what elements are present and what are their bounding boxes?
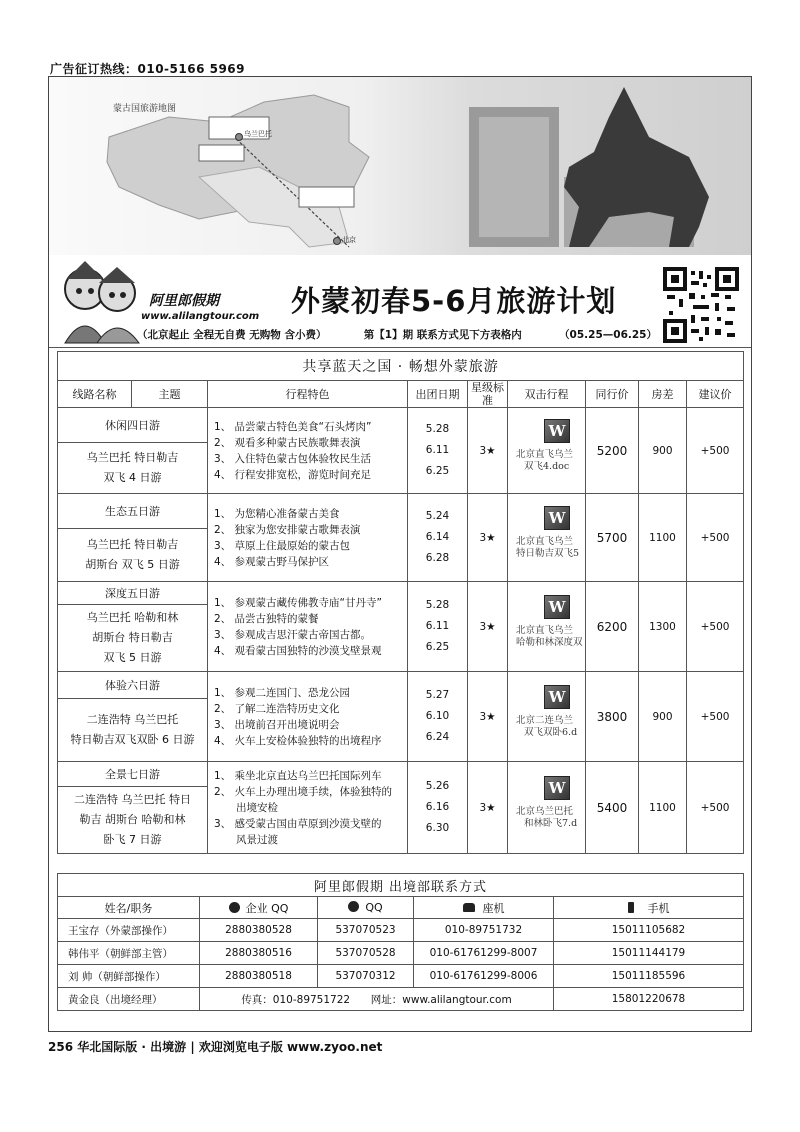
route-name: 深度五日游: [58, 582, 208, 605]
contact-name: 刘 帅（朝鲜部操作）: [58, 965, 200, 988]
page-title: 外蒙初春5-6月旅游计划: [291, 284, 617, 318]
route-description: 乌兰巴托 哈勒和林 胡斯台 特日勒吉 双飞 5 日游: [58, 605, 208, 672]
word-doc-icon[interactable]: W: [544, 595, 570, 619]
contact-landline: 010-89751732: [414, 919, 554, 942]
contact-qq: 537070312: [318, 965, 414, 988]
col-header-features: 行程特色: [208, 381, 408, 408]
contact-header-qq1: 企业 QQ: [200, 897, 318, 919]
table-row: [58, 582, 744, 605]
suggested-price: +500: [687, 408, 744, 494]
map-city-dot: [235, 133, 243, 141]
route-name: 全景七日游: [58, 762, 208, 787]
feature-line: 4、 行程安排宽松，游览时间充足: [214, 468, 372, 481]
contact-qq: 537070528: [318, 942, 414, 965]
col-header-theme: 主题: [132, 381, 208, 408]
doc-filename[interactable]: 北京直飞乌兰 双飞4.doc: [516, 448, 574, 472]
feature-line: 3、 入住特色蒙古包体验牧民生活: [214, 452, 372, 465]
table-row: [58, 762, 744, 787]
word-doc-icon[interactable]: W: [544, 419, 570, 443]
col-header-route: 线路名称: [58, 381, 132, 408]
feature-line: 1、 参观蒙古藏传佛教寺庙“甘丹寺”: [214, 596, 382, 609]
mascot-logo: [57, 259, 147, 345]
contact-row: [58, 919, 744, 942]
peer-price: 3800: [586, 672, 639, 762]
map-title: 蒙古国旅游地图: [113, 104, 177, 114]
route-description: 乌兰巴托 特日勒吉 双飞 4 日游: [58, 443, 208, 494]
table-row: [58, 408, 744, 443]
qq-icon: [348, 901, 359, 912]
room-diff: 1100: [639, 494, 687, 582]
route-features: [208, 494, 408, 582]
departure-dates: 5.24 6.14 6.28: [408, 494, 468, 582]
contact-landline: 010-61761299-8007: [414, 942, 554, 965]
room-diff: 900: [639, 408, 687, 494]
contact-name: 王宝存（外蒙部操作）: [58, 919, 200, 942]
contact-landline: 010-61761299-8006: [414, 965, 554, 988]
contact-table: [57, 873, 744, 1011]
departure-dates: 5.27 6.10 6.24: [408, 672, 468, 762]
route-features: [208, 408, 408, 494]
feature-line: 2、 独家为您安排蒙古歌舞表演: [214, 523, 361, 536]
word-doc-icon[interactable]: W: [544, 685, 570, 709]
table-row: [58, 672, 744, 699]
subtitle-terms: （北京起止 全程无自费 无购物 含小费）: [137, 329, 327, 341]
route-features: [208, 762, 408, 854]
feature-line: 3、 草原上住最原始的蒙古包: [214, 539, 351, 552]
contact-name: 黄金良（出境经理）: [58, 988, 200, 1011]
peer-price: 5400: [586, 762, 639, 854]
feature-line: 1、 参观二连国门、恐龙公园: [214, 686, 351, 699]
subtitle-line: [137, 327, 657, 342]
contact-mobile: 15801220678: [554, 988, 744, 1011]
map-city-dot: [333, 237, 341, 245]
itinerary-doc[interactable]: [508, 672, 586, 762]
feature-line: 2、 火车上办理出境手续，体验独特的: [214, 785, 393, 798]
contact-header-mobile: 手机: [554, 897, 744, 919]
itinerary-doc[interactable]: [508, 582, 586, 672]
word-doc-icon[interactable]: W: [544, 776, 570, 800]
contact-row: [58, 942, 744, 965]
contact-header-row: [58, 897, 744, 919]
doc-filename[interactable]: 北京直飞乌兰 特日勒吉双飞5: [516, 535, 580, 559]
contact-header-name: 姓名/职务: [58, 897, 200, 919]
table-header-row: [58, 381, 744, 408]
doc-filename[interactable]: 北京乌兰巴托 和林卧飞7.d: [516, 805, 578, 829]
route-features: [208, 582, 408, 672]
banner: [49, 77, 751, 256]
suggested-price: +500: [687, 762, 744, 854]
contact-row: [58, 988, 744, 1011]
departure-dates: 5.28 6.11 6.25: [408, 408, 468, 494]
header: [49, 255, 751, 348]
star-rating: 3★: [468, 582, 508, 672]
brand-name: 阿里郎假期: [149, 293, 219, 309]
peer-price: 5700: [586, 494, 639, 582]
departure-dates: 5.26 6.16 6.30: [408, 762, 468, 854]
feature-line: 1、 乘坐北京直达乌兰巴托国际列车: [214, 769, 382, 782]
contact-mobile: 15011185596: [554, 965, 744, 988]
peer-price: 5200: [586, 408, 639, 494]
feature-line: 1、 为您精心准备蒙古美食: [214, 507, 340, 520]
col-header-star: 星级标准: [468, 381, 508, 408]
feature-line: 2、 品尝古独特的蒙餐: [214, 612, 319, 625]
star-rating: 3★: [468, 762, 508, 854]
website-link[interactable]: 网址：www.alilangtour.com: [370, 993, 512, 1006]
itinerary-doc[interactable]: [508, 494, 586, 582]
route-description: 乌兰巴托 特日勒吉 胡斯台 双飞 5 日游: [58, 529, 208, 582]
subtitle-period: （05.25—06.25）: [559, 329, 657, 341]
contact-name: 韩伟平（朝鲜部主管）: [58, 942, 200, 965]
telephone-icon: [463, 903, 475, 912]
feature-line: 3、 参观成吉思汗蒙古帝国古都。: [214, 628, 372, 641]
suggested-price: +500: [687, 494, 744, 582]
route-description: 二连浩特 乌兰巴托 特日 勒吉 胡斯台 哈勒和林 卧飞 7 日游: [58, 787, 208, 854]
subtitle-issue: 第【1】期 联系方式见下方表格内: [363, 329, 522, 341]
brand-url[interactable]: www.alilangtour.com: [141, 311, 260, 322]
fax-number: 传真：010-89751722: [241, 993, 351, 1006]
contact-mobile: 15011105682: [554, 919, 744, 942]
map-city-label: 北京: [342, 236, 356, 244]
col-header-suggest: 建议价: [687, 381, 744, 408]
route-name: 生态五日游: [58, 494, 208, 529]
contact-mobile: 15011144179: [554, 942, 744, 965]
feature-line: 2、 观看多种蒙古民族歌舞表演: [214, 436, 361, 449]
room-diff: 1300: [639, 582, 687, 672]
col-header-dates: 出团日期: [408, 381, 468, 408]
qq-icon: [229, 902, 240, 913]
qr-code: [663, 267, 739, 343]
map-city-label: 乌兰巴托: [244, 130, 272, 138]
route-features: [208, 672, 408, 762]
contact-enterprise-qq: 2880380528: [200, 919, 318, 942]
room-diff: 1100: [639, 762, 687, 854]
star-rating: 3★: [468, 408, 508, 494]
itinerary-doc[interactable]: [508, 408, 586, 494]
table-row: [58, 494, 744, 529]
feature-line: 2、 了解二连浩特历史文化: [214, 702, 340, 715]
feature-line: 3、 出境前召开出境说明会: [214, 718, 340, 731]
feature-line: 风景过渡: [236, 833, 278, 846]
feature-line: 3、 感受蒙古国由草原到沙漠戈壁的: [214, 817, 382, 830]
contact-title: 阿里郎假期 出境部联系方式: [58, 874, 744, 897]
itinerary-table: [57, 351, 744, 854]
contact-qq: 537070523: [318, 919, 414, 942]
col-header-itinerary: 双击行程: [508, 381, 586, 408]
route-description: 二连浩特 乌兰巴托 特日勒吉双飞双卧 6 日游: [58, 699, 208, 762]
doc-filename[interactable]: 北京二连乌兰 双飞双卧6.d: [516, 714, 578, 738]
feature-line: 4、 参观蒙古野马保护区: [214, 555, 330, 568]
mobile-phone-icon: [628, 902, 634, 913]
feature-line: 4、 观看蒙古国独特的沙漠戈壁景观: [214, 644, 382, 657]
col-header-price: 同行价: [586, 381, 639, 408]
route-name: 休闲四日游: [58, 408, 208, 443]
feature-line: 1、 品尝蒙古特色美食“石头烤肉”: [214, 420, 372, 433]
word-doc-icon[interactable]: W: [544, 506, 570, 530]
fax-and-website: [200, 988, 554, 1011]
contact-row: [58, 965, 744, 988]
star-rating: 3★: [468, 672, 508, 762]
star-rating: 3★: [468, 494, 508, 582]
itinerary-doc[interactable]: [508, 762, 586, 854]
page-footer: 256 华北国际版 · 出境游 | 欢迎浏览电子版 www.zyoo.net: [48, 1040, 383, 1054]
contact-header-phone: 座机: [414, 897, 554, 919]
col-header-room: 房差: [639, 381, 687, 408]
feature-line: 4、 火车上安检体验独特的出境程序: [214, 734, 382, 747]
route-name: 体验六日游: [58, 672, 208, 699]
suggested-price: +500: [687, 672, 744, 762]
feature-line: 出境安检: [236, 801, 278, 814]
ad-hotline: 广告征订热线：010-5166 5969: [50, 62, 246, 76]
page-frame: [48, 76, 752, 1032]
suggested-price: +500: [687, 582, 744, 672]
peer-price: 6200: [586, 582, 639, 672]
doc-filename[interactable]: 北京直飞乌兰 哈勒和林深度双: [516, 624, 583, 648]
contact-enterprise-qq: 2880380518: [200, 965, 318, 988]
room-diff: 900: [639, 672, 687, 762]
contact-header-qq2: QQ: [318, 897, 414, 919]
contact-enterprise-qq: 2880380516: [200, 942, 318, 965]
table-caption: 共享蓝天之国 · 畅想外蒙旅游: [58, 352, 744, 381]
departure-dates: 5.28 6.11 6.25: [408, 582, 468, 672]
